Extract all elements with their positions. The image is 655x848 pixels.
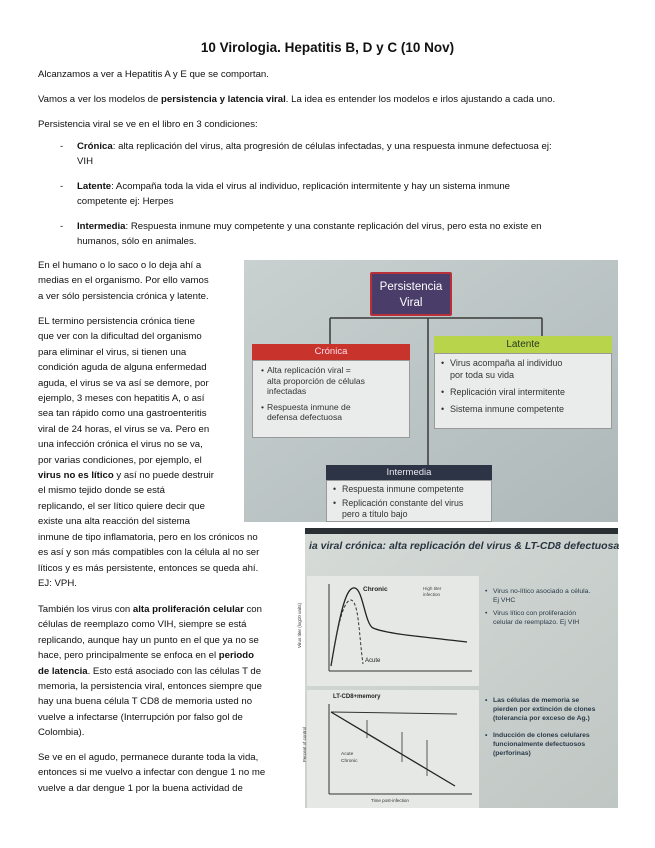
text-line: ejemplo, 3 meses con hepatitis A, o así: [38, 393, 205, 405]
diagram-intermedia-header: Intermedia: [326, 465, 492, 480]
slide-note: Las células de memoria se: [493, 697, 580, 704]
text-span: . Esto está asociado con las células T de: [87, 665, 262, 677]
cronica-item: defensa defectuosa: [267, 412, 343, 422]
bullet-dot-icon: •: [333, 498, 337, 508]
chart1-acute-line: [331, 600, 363, 666]
chart2-ylabel: Percent of control: [302, 726, 308, 763]
slide-note: (perforinas): [493, 750, 531, 757]
text-line: entonces si me vuelvo a infectar con dengue 1 no me: [38, 767, 266, 779]
text-line: sea tan rápido como una gastroenteritis: [38, 408, 207, 420]
chart1-acute-label: Acute: [365, 658, 381, 664]
text-line: viral de 24 horas, el virus se va. Pero en: [38, 423, 210, 435]
bullet-text: : Acompaña toda la vida el virus al individuo, replicación intermitente y hay un sistema inmune: [111, 181, 511, 192]
latente-item: Replicación viral intermitente: [450, 387, 566, 397]
intermedia-item: Respuesta inmune competente: [342, 484, 464, 494]
text-line: hay una buena célula T CD8 de memoria usted no: [38, 696, 253, 708]
bullet-dash: -: [60, 141, 64, 152]
text-line: existe una alta reacción del sistema: [38, 516, 190, 528]
bullet-dot-icon: •: [485, 588, 488, 595]
latente-item: Virus acompaña al individuo: [450, 358, 563, 368]
text-line: para eliminar el virus, si tienen una: [38, 346, 187, 358]
chart1-ylabel: Virus titer (log10 units): [296, 603, 302, 648]
intro-paragraph: Alcanzamos a ver a Hepatitis A y E que se comportan.: [38, 69, 269, 80]
text-line: replicando, aunque hay un punto en el que ya no se: [38, 634, 259, 646]
bullet-text-cont: VIH: [77, 156, 93, 168]
text-bold: alta proliferación celular: [132, 604, 244, 615]
cronica-item: Respuesta inmune de: [267, 401, 351, 412]
cronica-item: Alta replicación viral =: [267, 365, 351, 375]
bullet-dot-icon: •: [261, 365, 265, 375]
paragraph-cell-proliferation: [38, 602, 262, 741]
intermedia-item: pero a título bajo: [342, 509, 408, 519]
text-line: [38, 648, 262, 663]
root-line: Viral: [399, 297, 423, 309]
slide-note: pierden por extinción de clones: [493, 706, 596, 713]
cronica-item: alta proporción de células: [267, 375, 365, 386]
text-line: [38, 602, 262, 617]
text-line: aguda, el virus se va así se demore, por: [38, 377, 209, 389]
models-paragraph: [38, 92, 555, 107]
diagram-root-box: [370, 272, 452, 316]
chart1-note: High titer infection: [423, 586, 442, 597]
slide-note: Virus no-lítico asociado a célula.: [493, 588, 591, 595]
cronica-item: infectadas: [267, 386, 307, 396]
text-span: y así no puede destruir: [113, 470, 214, 482]
root-line: Persistencia: [379, 281, 443, 293]
chart2-chronic-line: [331, 712, 455, 786]
slide-note: celular de reemplazo. Ej VIH: [493, 618, 580, 626]
bullet-text: : alta replicación del virus, alta progresión de células infectadas, y una respuesta inmune defectuosa ej:: [112, 141, 552, 152]
slide-note: Inducción de clones celulares: [493, 732, 590, 739]
bullet-label: Latente: [77, 181, 112, 192]
bullet-label: Crónica: [77, 141, 113, 152]
bullet-text-cont: competente ej: Herpes: [77, 196, 174, 208]
text-line: una infección crónica el virus no se va,: [38, 439, 203, 451]
slide-photo: [296, 528, 620, 808]
slide-notes-bottom: [485, 696, 615, 758]
text-line: células de reemplazo como VIH, siempre se está: [38, 619, 247, 631]
text-line: medias en el organismo. Por ello vamos: [38, 275, 209, 287]
bullet-dot-icon: •: [441, 358, 445, 368]
paragraph-chronic-persistence: [38, 314, 259, 591]
text-line: memoria, la persistencia viral, entonces siempre que: [38, 681, 262, 693]
text-line: es así y son más compatibles con la célula al no ser: [38, 547, 260, 559]
intermedia-item: Replicación constante del virus: [342, 498, 464, 508]
models-text-post: . La idea es entender los modelos e irlos ajustando a cada uno.: [285, 94, 556, 105]
slide-note: funcionalmente defectuosos: [493, 741, 586, 748]
slide-note: (tolerancia por exceso de Ag.): [493, 715, 590, 722]
bullet-text-cont: humanos, sólo en animales.: [77, 236, 197, 248]
bullet-dot-icon: •: [485, 610, 488, 617]
bullet-text: : Respuesta inmune muy competente y una constante replicación del virus, pero esta no existe en: [125, 221, 542, 232]
chart1-chronic-line: [331, 588, 467, 666]
bullet-dot-icon: •: [485, 697, 488, 704]
text-line: EJ: VPH.: [38, 577, 77, 589]
page-title: 10 Virologia. Hepatitis B, D y C (10 Nov): [200, 40, 455, 55]
text-line: inmune de tipo inflamatoria, pero en los crónicos no: [38, 531, 258, 543]
chart2-title: LT-CD8+memory: [333, 694, 381, 700]
text-line: EL termino persistencia crónica tiene: [38, 316, 195, 327]
bullet-dot-icon: •: [441, 404, 445, 414]
chart2-legend-acute: Acute: [341, 752, 354, 757]
text-line: a ver sólo persistencia crónica y latente.: [38, 290, 209, 302]
text-bold: virus no es lítico: [38, 470, 114, 482]
text-line: vuelve a dar dengue 1 por la buena actividad de: [38, 782, 243, 794]
text-line: [38, 664, 262, 679]
text-line: [38, 468, 259, 483]
diagram-latente-box: [434, 353, 612, 429]
slide-note: Virus lítico con proliferación: [493, 610, 576, 617]
text-line: Se ve en el agudo, permanece durante toda la vida,: [38, 752, 259, 763]
text-bold: de latencia: [38, 665, 88, 677]
latente-item: Sistema inmune competente: [450, 404, 565, 414]
text-line: En el humano o lo saco o lo deja ahí a: [38, 260, 202, 271]
chart2-acute-line: [331, 712, 457, 714]
bullet-dot-icon: •: [441, 387, 445, 397]
diagram-intermedia-box: [326, 480, 492, 522]
text-span: hace, pero principalmente se enfoca en el: [38, 650, 219, 662]
text-span: También los virus con: [38, 604, 133, 615]
models-text-bold: persistencia y latencia viral: [161, 94, 286, 105]
persistence-intro: Persistencia viral se ve en el libro en 3 condiciones:: [38, 119, 258, 130]
text-line: por varias condiciones, por ejemplo, el: [38, 454, 202, 466]
slide-note: Ej VHC: [493, 596, 516, 604]
bullet-dash: -: [60, 181, 64, 192]
diagram-photo: [244, 260, 618, 522]
slide-notes-top: [485, 588, 615, 627]
latente-item: por toda su vida: [450, 370, 515, 380]
chart2-legend-chronic: Chronic: [341, 759, 358, 764]
bullet-dot-icon: •: [485, 732, 488, 739]
text-line: Colombia).: [38, 727, 85, 739]
diagram-latente-header: Latente: [434, 336, 612, 353]
text-bold: periodo: [218, 650, 254, 662]
diagram-cronica-box: [252, 360, 410, 438]
diagram-cronica-header: Crónica: [252, 344, 410, 360]
text-line: vuelve a infectarse (Interrupción por falso gol de: [38, 711, 243, 723]
bullet-label: Intermedia: [77, 221, 126, 232]
text-line: condición aguda de alguna enfermedad: [38, 362, 207, 374]
bullet-dash: -: [60, 221, 64, 232]
chart2-xlabel: Time post-infection: [371, 798, 409, 803]
text-line: replicando, el ser lítico quiere decir que: [38, 500, 205, 512]
paragraph-acute: [38, 750, 265, 796]
models-text-pre: Vamos a ver los modelos de: [38, 94, 161, 105]
text-line: que ver con la dificultad del organismo: [38, 331, 202, 343]
text-span: con: [243, 604, 262, 615]
text-line: líticos y es más persistente, entonces se queda ahí.: [38, 562, 259, 574]
paragraph-human: [38, 258, 209, 304]
slide-heading: ia viral crónica: alta replicación del virus & LT-CD8 defectuosa: [309, 540, 620, 552]
chart1-chronic-label: Chronic: [363, 586, 388, 593]
chart-cd8-memory: [307, 690, 479, 808]
bullet-dot-icon: •: [261, 401, 265, 412]
text-line: el mismo tejido donde se está: [38, 485, 165, 497]
bullet-dot-icon: •: [333, 484, 337, 494]
